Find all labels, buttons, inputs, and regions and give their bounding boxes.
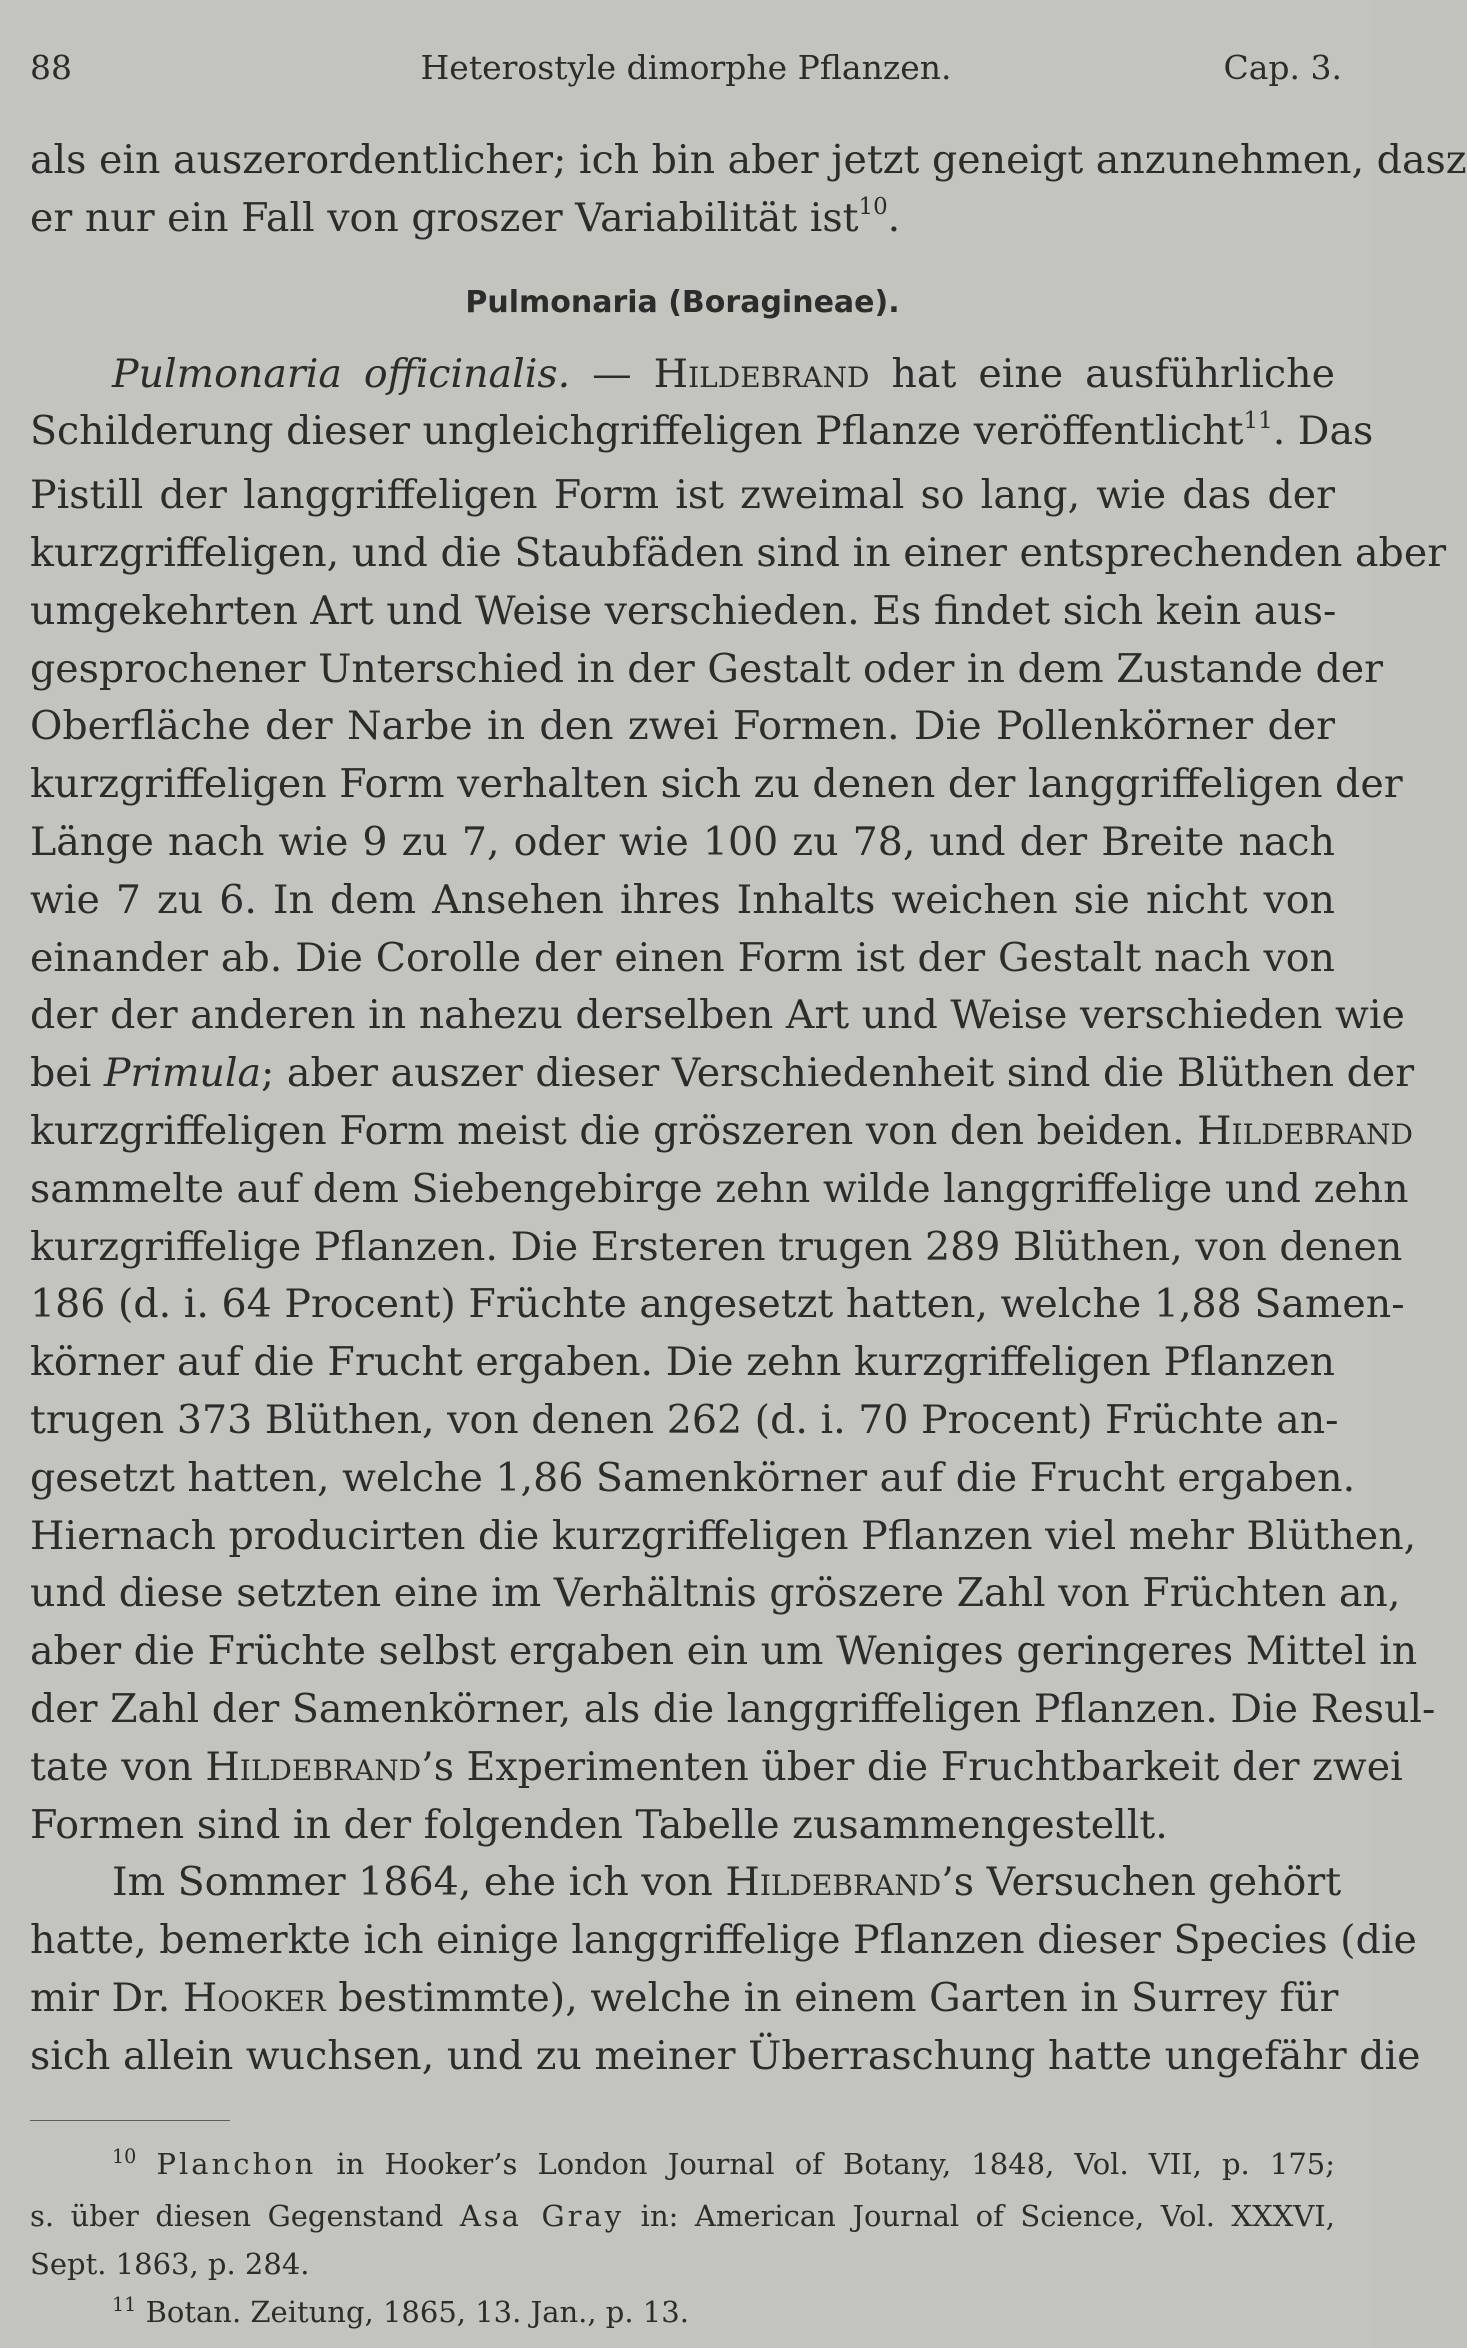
text-line: aber die Früchte selbst ergaben ein um Weniges geringeres Mittel in <box>30 1628 1418 1675</box>
paragraph-observation <box>30 1854 1421 2085</box>
section-heading: Pulmonaria (Boragineae). <box>465 284 900 320</box>
text-line: einander ab. Die Corolle der einen Form ist der Gestalt nach von <box>30 934 1335 981</box>
footnote-11: $^{11}$ Botan. Zeitung, 1865, 13. Jan., p. 13. <box>112 2293 689 2329</box>
text-line: gesetzt hatten, welche 1,86 Samenkörner auf die Frucht ergaben. <box>30 1454 1356 1501</box>
text-line: kurzgriffeligen Form verhalten sich zu denen der langgriffeligen der <box>30 761 1403 808</box>
text-line: trugen 373 Blüthen, von denen 262 (d. i. 70 Procent) Früchte an- <box>30 1396 1339 1443</box>
text-line: körner auf die Frucht ergaben. Die zehn kurzgriffeligen Pflanzen <box>30 1339 1335 1386</box>
text-line: mir Dr. Hooker bestimmte), welche in einem Garten in Surrey für <box>30 1974 1339 2021</box>
genus-name: Primula <box>103 1050 262 1097</box>
footnote-ref-11[interactable]: 11 <box>1243 407 1273 434</box>
author-name: Hildebrand <box>1197 1107 1413 1154</box>
text-line: Formen sind in der folgenden Tabelle zusammengestellt. <box>30 1801 1168 1848</box>
text-line: gesprochener Unterschied in der Gestalt oder in dem Zustande der <box>30 645 1383 692</box>
text-line: kurzgriffeligen Form meist die gröszeren von den beiden. Hildebrand <box>30 1107 1413 1154</box>
paragraph-intro <box>30 132 1467 254</box>
text-line: tate von Hildebrand’s Experimenten über die Fruchtbarkeit der zwei <box>30 1743 1403 1790</box>
text-line: Hiernach producirten die kurzgriffeligen Pflanzen viel mehr Blüthen, <box>30 1512 1417 1559</box>
text-line: er nur ein Fall von groszer Variabilität ist$^{10}$. <box>30 194 901 241</box>
text-line: 186 (d. i. 64 Procent) Früchte angesetzt hatten, welche 1,88 Samen- <box>30 1281 1405 1328</box>
text-line: bei Primula; aber auszer dieser Verschiedenheit sind die Blüthen der <box>30 1050 1415 1097</box>
author-name: Hildebrand <box>653 350 870 397</box>
text-line: wie 7 zu 6. In dem Ansehen ihres Inhalts weichen sie nicht von <box>30 876 1335 923</box>
text-line: hatte, bemerkte ich einige langgriffelige Pflanzen dieser Species (die <box>30 1917 1417 1964</box>
species-name: Pulmonaria officinalis. <box>112 350 571 397</box>
text-line: Länge nach wie 9 zu 7, oder wie 100 zu 78, und der Breite nach <box>30 818 1335 865</box>
footnotes <box>30 2140 1335 2340</box>
text-line: sammelte auf dem Siebengebirge zehn wilde langgriffelige und zehn <box>30 1165 1409 1212</box>
text-line: Oberfläche der Narbe in den zwei Formen. Die Pollenkörner der <box>30 703 1335 750</box>
author-name: Hooker <box>182 1974 326 2021</box>
page-number: 88 <box>30 48 72 87</box>
footnote-ref-10[interactable]: 10 <box>858 194 888 221</box>
running-header <box>30 48 1342 96</box>
text-line: der Zahl der Samenkörner, als die langgriffeligen Pflanzen. Die Resul- <box>30 1685 1436 1732</box>
text-line: der der anderen in nahezu derselben Art und Weise verschieden wie <box>30 992 1405 1039</box>
text-line: Schilderung dieser ungleichgriffeligen Pflanze veröffentlicht$^{11}$. Das <box>30 407 1374 455</box>
text-line: Pistill der langgriffeligen Form ist zweimal so lang, wie das der <box>30 472 1335 519</box>
text-line: kurzgriffelige Pflanzen. Die Ersteren trugen 289 Blüthen, von denen <box>30 1223 1403 1270</box>
text-line: Im Sommer 1864, ehe ich von Hildebrand’s Versuchen gehört <box>112 1859 1342 1906</box>
author-name: Hildebrand <box>725 1859 942 1906</box>
chapter-label: Cap. 3. <box>1223 48 1342 87</box>
text-line: als ein auszerordentlicher; ich bin aber jetzt geneigt anzunehmen, dasz <box>30 137 1467 183</box>
text-line: Pulmonaria officinalis. — Hildebrand hat eine ausführliche <box>112 350 1335 397</box>
text-line: sich allein wuchsen, und zu meiner Überraschung hatte ungefähr die <box>30 2032 1421 2079</box>
paragraph-pulmonaria <box>30 346 1447 1855</box>
author-name: Hildebrand <box>205 1743 422 1790</box>
text-line: kurzgriffeligen, und die Staubfäden sind in einer entsprechenden aber <box>30 529 1447 576</box>
running-title: Heterostyle dimorphe Pflanzen. <box>420 48 952 87</box>
footnote-divider <box>30 2120 230 2121</box>
main-text <box>30 132 1467 2086</box>
text-line: umgekehrten Art und Weise verschieden. Es findet sich kein aus- <box>30 587 1337 634</box>
footnote-line: Sept. 1863, p. 284. <box>30 2247 310 2281</box>
footnote-line: s. über diesen Gegenstand Asa Gray in: American Journal of Science, Vol. XXXVI, <box>30 2199 1335 2233</box>
footnote-10: $^{10}$ Planchon in Hooker’s London Journal of Botany, 1848, Vol. VII, p. 175; <box>112 2145 1335 2181</box>
text-line: und diese setzten eine im Verhältnis gröszere Zahl von Früchten an, <box>30 1570 1401 1617</box>
